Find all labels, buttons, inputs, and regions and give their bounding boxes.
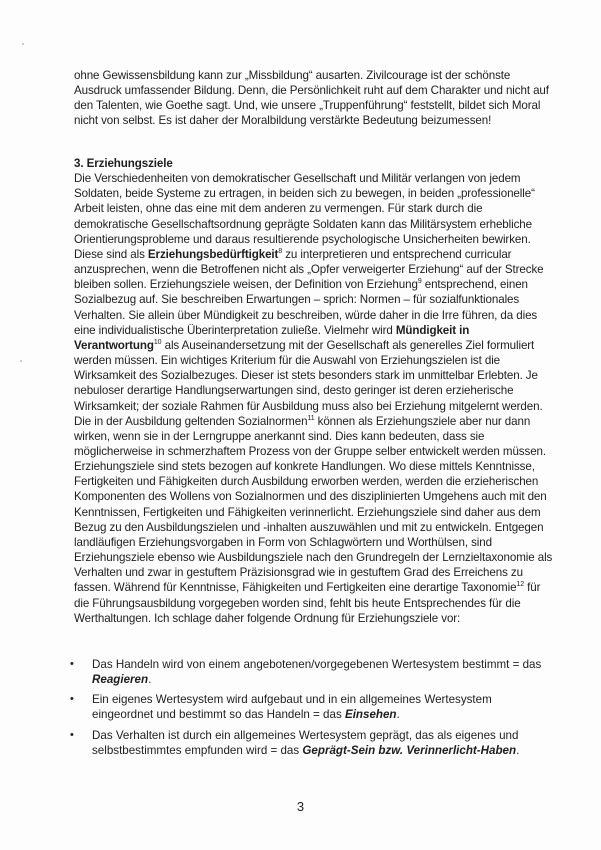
page-number: 3: [296, 799, 305, 814]
paragraph-text: können als Erziehungsziele aber nur dann wirken, wenn sie in der Lerngruppe anerkannt sind. Dies kann bedeuten, dass sie möglicherweise in schmerzhaftem Prozess von der Gruppe selber entwickelt werden müssen. Erziehungsziele sind stets bezogen auf konkrete Handlungen. Wo diese mittels Kenntnisse, Fertigkeiten und Fähigkeiten durch Ausbildung erworben werden, werden die erzieherischen Komponenten des Wollens von Sozialnormen und des disziplinierten Umgehens auch mit den Kenntnissen, Fertigkeiten und Fähigkeiten verinnerlicht. Erziehungsziele sind daher aus dem Bezug zu den Ausbildungszielen und -inhalten auszuwählen und mit zu entwickeln. Entgegen landläufigen Erziehungsvorgaben in Form von Schlagwörtern und Worthülsen, sind Erziehungsziele ebenso wie Ausbildungsziele nach den Grundregeln der Lernzieltaxonomie als Verhalten und zwar in gestuftem Präzisionsgrad wie in gestuftem Grad des Erreichens zu fassen. Während für Kenntnisse, Fähigkeiten und Fertigkeiten eine derartige Taxonomie: [74, 414, 553, 595]
paragraph-text: als Auseinandersetzung mit der Gesellschaft als generelles Ziel formuliert werden müssen. Ein wichtiges Kriterium für die Auswahl von Erziehungszielen ist die Wirksamkeit des Sozialbezuges. Dieser ist stets besonders stark im unmittelbar Erlebten. Je nebuloser derartige Handlungserwartungen sind, desto geringer ist deren erzieherische Wirksamkeit; der soziale Rahmen für Ausbildung muss also bei Erziehung mitgelernt werden. Die in der Ausbildung geltenden Sozialnormen: [74, 338, 543, 428]
bullet-icon: •: [70, 658, 74, 670]
list-item: [68, 728, 554, 758]
term-erziehungsbeduerftigkeit: Erziehungsbedürftigkeit: [147, 247, 279, 261]
footnote-ref-9: 9: [417, 278, 422, 286]
list-item-emphasis: Einsehen: [344, 708, 397, 722]
section-paragraph: [74, 171, 554, 626]
footnote-ref-12: 12: [516, 581, 525, 589]
paragraph-text: für die Führungsausbildung vorgegeben worden sind, fehlt bis heute Entsprechendes für die Werthaltungen. Ich schlage daher folgende Ordnung für Erziehungsziele vor:: [74, 581, 541, 625]
bullet-list: [68, 657, 554, 763]
intro-paragraph: [74, 68, 554, 129]
bullet-icon: •: [70, 728, 74, 741]
list-item-end: .: [516, 743, 520, 757]
term-muendigkeit-in-verantwortung: Mündigkeit in Verantwortung: [74, 323, 470, 352]
list-item-text: Das Verhalten ist durch ein allgemeines Wertesystem geprägt, das als eigenes und selbstbestimmtes empfunden wird = das: [92, 728, 519, 757]
scan-speck: [20, 360, 22, 362]
list-item: [68, 692, 554, 722]
list-item: [68, 657, 554, 687]
footnote-ref-8: 8: [278, 248, 283, 256]
footnote-ref-11: 11: [307, 414, 315, 422]
paragraph-text: Die Verschiedenheiten von demokratischer Gesellschaft und Militär verlangen von jedem Soldaten, beide Systeme zu ertragen, in beiden sich zu bewegen, in beiden „professionelle“ Arbeit leisten, ohne das eine mit dem anderen zu vermengen. Für stark durch die demokratische Gesellschaftsordnung geprägte Soldaten kann das Militärsystem erhebliche Orientierungsprobleme und daraus resultierende psychologische Unsicherheiten bewirken. Diese sind als: [74, 172, 535, 261]
list-item-end: .: [148, 673, 152, 687]
paragraph-text: entsprechend, einen Sozialbezug auf. Sie beschreiben Erwartungen – sprich: Normen – für sozialfunktionales Verhalten. Sie allein über Mündigkeit zu beschreiben, würde daher in die Irre führen, da dies eine individualistische Überinterpretation zuließe. Vielmehr wird: [74, 278, 538, 337]
list-item-text: Ein eigenes Wertesystem wird aufgebaut und in ein allgemeines Wertesystem eingeordnet und bestimmt so das Handeln = das: [92, 693, 492, 722]
bullet-icon: •: [70, 693, 74, 706]
footnote-ref-10: 10: [153, 339, 162, 347]
list-item-emphasis: Geprägt-Sein bzw. Verinnerlicht-Haben: [302, 743, 517, 757]
intro-text: ohne Gewissensbildung kann zur „Missbildung“ ausarten. Zivilcourage ist der schönste Ausdruck umfassender Bildung. Denn, die Persönlichkeit ruht auf dem Charakter und nicht auf den Talenten, wie Goethe sagt. Und, wie unsere „Truppenführung“ feststellt, bildet sich Moral nicht von selbst. Es ist daher der Moralbildung verstärkte Bedeutung beizumessen!: [74, 69, 549, 128]
section-heading: 3. Erziehungsziele: [74, 157, 173, 170]
list-item-emphasis: Reagieren: [92, 673, 149, 687]
paragraph-text: zu interpretieren und entsprechend curricular anzusprechen, wenn die Betroffenen nicht als „Opfer verweigerter Erziehung“ auf der Strecke bleiben sollen. Erziehungsziele weisen, der Definition von Erziehung: [74, 247, 544, 292]
scan-speck: [22, 43, 24, 45]
section-erziehungsziele: [74, 156, 554, 626]
list-item-text: Das Handeln wird von einem angebotenen/vorgegebenen Wertesystem bestimmt = das: [92, 658, 542, 671]
list-item-end: .: [396, 708, 400, 722]
